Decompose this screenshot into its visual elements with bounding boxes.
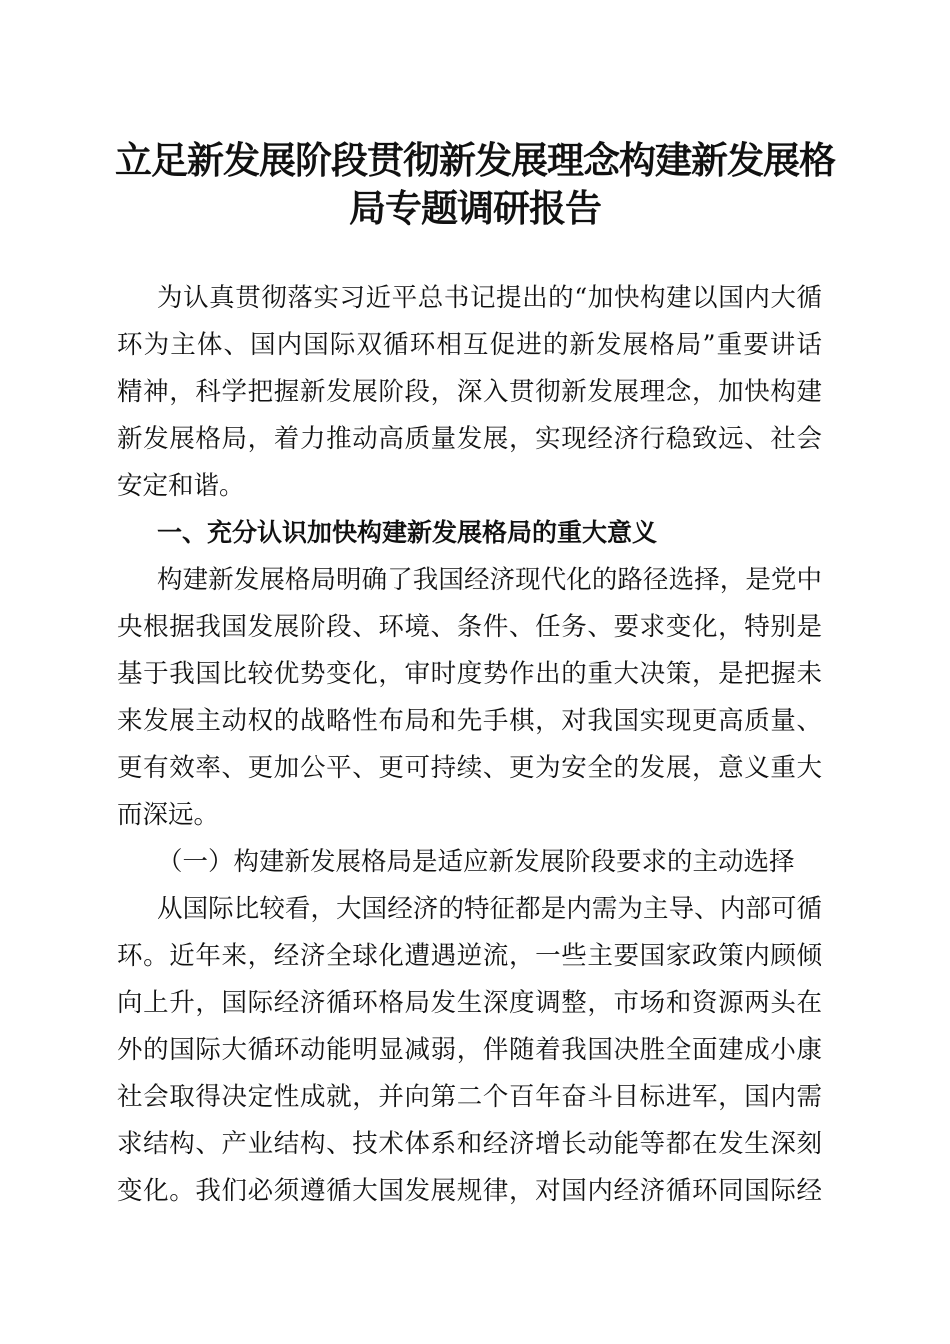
- paragraph-2-line-5: 更有效率、更加公平、更可持续、更为安全的发展，意义重大: [117, 753, 822, 783]
- title-line-2: 局专题调研报告: [349, 186, 601, 230]
- paragraph-2-line-2: 央根据我国发展阶段、环境、条件、任务、要求变化，特别是: [117, 612, 822, 642]
- section-heading-1: 一、充分认识加快构建新发展格局的重大意义: [157, 518, 658, 547]
- paragraph-3-line-5: 社会取得决定性成就，并向第二个百年奋斗目标进军，国内需: [117, 1082, 822, 1112]
- paragraph-3-line-4: 外的国际大循环动能明显减弱，伴随着我国决胜全面建成小康: [117, 1035, 822, 1065]
- title-line-1: 立足新发展阶段贯彻新发展理念构建新发展格: [115, 138, 835, 182]
- paragraph-1-line-5: 安定和谐。: [117, 471, 245, 501]
- paragraph-1-line-2: 环为主体、国内国际双循环相互促进的新发展格局”重要讲话: [117, 330, 822, 360]
- paragraph-1-line-4: 新发展格局，着力推动高质量发展，实现经济行稳致远、社会: [117, 424, 822, 454]
- paragraph-3-line-2: 环。近年来，经济全球化遭遇逆流，一些主要国家政策内顾倾: [117, 941, 822, 971]
- paragraph-2-line-3: 基于我国比较优势变化，审时度势作出的重大决策，是把握未: [117, 659, 822, 689]
- document-title: [100, 136, 850, 232]
- paragraph-2-line-6: 而深远。: [117, 800, 220, 830]
- paragraph-3-line-3: 向上升，国际经济循环格局发生深度调整，市场和资源两头在: [117, 988, 822, 1018]
- subsection-heading-1: （一）构建新发展格局是适应新发展阶段要求的主动选择: [157, 847, 795, 877]
- paragraph-3-line-6: 求结构、产业结构、技术体系和经济增长动能等都在发生深刻: [117, 1129, 822, 1159]
- paragraph-3-line-1: 从国际比较看，大国经济的特征都是内需为主导、内部可循: [157, 894, 822, 924]
- paragraph-3-line-7: 变化。我们必须遵循大国发展规律，对国内经济循环同国际经: [117, 1176, 822, 1206]
- paragraph-2-line-1: 构建新发展格局明确了我国经济现代化的路径选择，是党中: [157, 565, 822, 595]
- paragraph-1-line-1: 为认真贯彻落实习近平总书记提出的“加快构建以国内大循: [157, 283, 822, 313]
- paragraph-2-line-4: 来发展主动权的战略性布局和先手棋，对我国实现更高质量、: [117, 706, 822, 736]
- paragraph-1-line-3: 精神，科学把握新发展阶段，深入贯彻新发展理念，加快构建: [117, 377, 822, 407]
